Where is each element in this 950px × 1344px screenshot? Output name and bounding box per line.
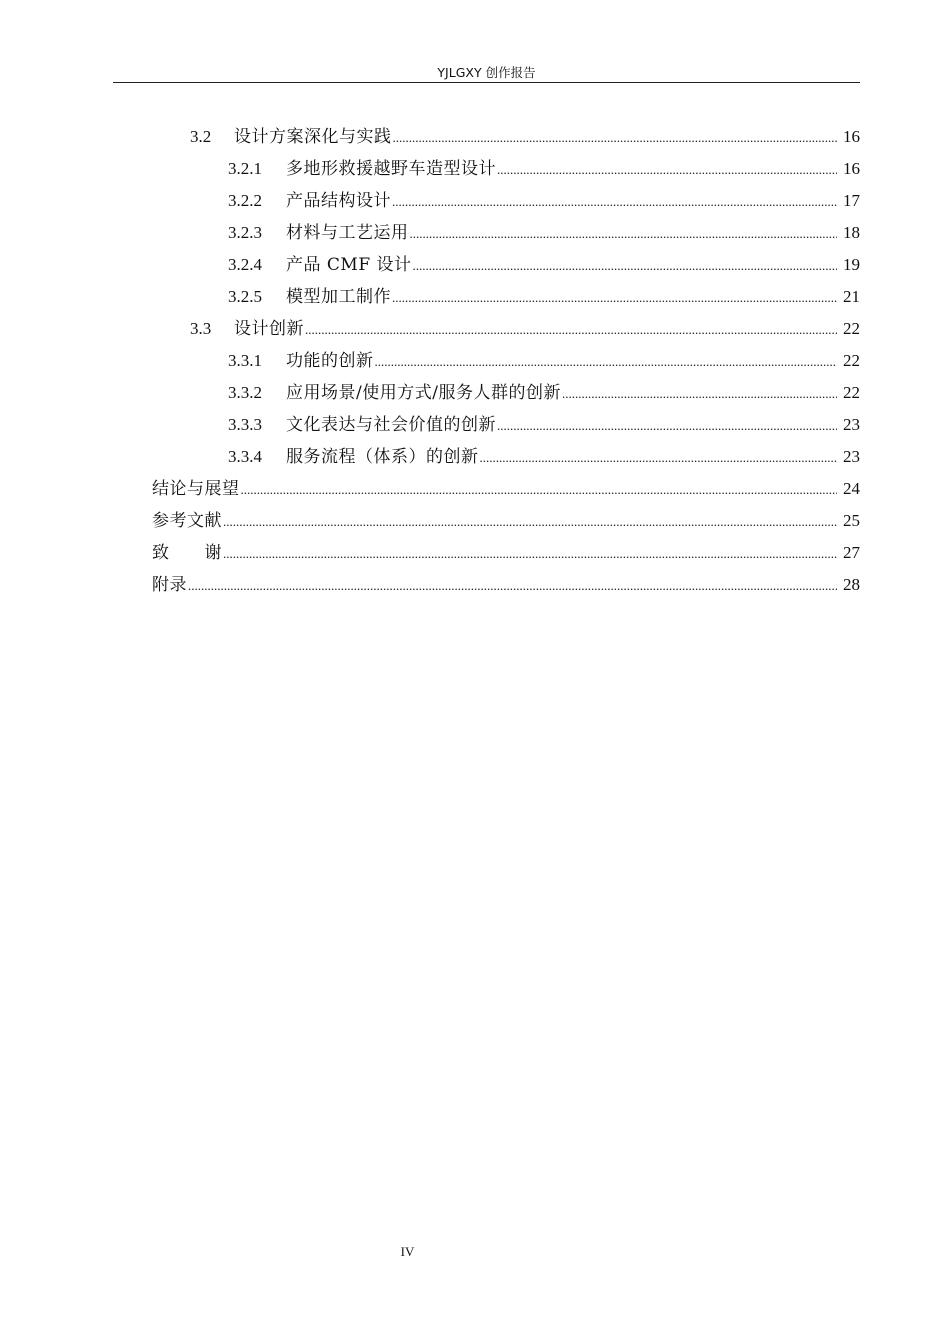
toc-entry[interactable] [228, 436, 860, 468]
toc-entry-number: 3.2.5 [228, 287, 262, 306]
toc-entry-number: 3.3.3 [228, 415, 262, 434]
toc-entry[interactable] [190, 116, 860, 148]
toc-entry-title: 服务流程（体系）的创新 [286, 447, 479, 467]
toc-entry-page: 16 [843, 159, 860, 178]
toc-leader-dots [410, 222, 838, 244]
toc-entry-title: 功能的创新 [286, 351, 374, 371]
toc-entry[interactable] [152, 468, 860, 500]
toc-entry-number: 3.2.3 [228, 223, 262, 242]
toc-entry-title: 产品结构设计 [286, 191, 391, 211]
toc-entry-number: 3.3.4 [228, 447, 262, 466]
toc-entry-number: 3.3.1 [228, 351, 262, 370]
toc-entry-title: 应用场景/使用方式/服务人群的创新 [286, 383, 561, 403]
toc-entry-title: 致 谢 [152, 543, 222, 563]
toc-leader-dots [413, 254, 837, 276]
toc-entry-number: 3.2.2 [228, 191, 262, 210]
toc-entry[interactable] [228, 244, 860, 276]
toc-entry-title: 多地形救援越野车造型设计 [286, 159, 496, 179]
toc-entry-title: 设计创新 [234, 319, 304, 339]
toc-entry-page: 27 [843, 543, 860, 562]
toc-entry-number: 3.2.4 [228, 255, 262, 274]
toc-entry[interactable] [228, 180, 860, 212]
page-number [0, 1244, 815, 1260]
header-title: YJLGXY 创作报告 [437, 65, 536, 80]
toc-leader-dots [497, 414, 837, 436]
toc-leader-dots [562, 382, 837, 404]
toc-entry-number: 3.3.2 [228, 383, 262, 402]
toc-entry-title: 附录 [152, 575, 187, 595]
toc-entry[interactable] [228, 340, 860, 372]
toc-entry-title: 设计方案深化与实践 [234, 127, 392, 147]
toc-entry-title: 参考文献 [152, 511, 222, 531]
toc-leader-dots [393, 126, 838, 148]
toc-entry[interactable] [228, 404, 860, 436]
toc-entry-page: 22 [843, 351, 860, 370]
toc-entry-title: 产品 CMF 设计 [286, 255, 412, 275]
toc-entry-title: 材料与工艺运用 [286, 223, 409, 243]
footer-page-number: IV [400, 1244, 415, 1259]
toc-entry[interactable] [190, 308, 860, 340]
toc-entry-page: 17 [843, 191, 860, 210]
toc-entry[interactable] [228, 148, 860, 180]
toc-entry[interactable] [228, 276, 860, 308]
toc-entry-number: 3.2.1 [228, 159, 262, 178]
toc-entry-page: 19 [843, 255, 860, 274]
toc-leader-dots [305, 318, 837, 340]
page-header [113, 64, 860, 83]
toc-entry-page: 23 [843, 447, 860, 466]
toc-entry-page: 22 [843, 319, 860, 338]
toc-entry-page: 18 [843, 223, 860, 242]
toc-entry[interactable] [152, 564, 860, 596]
toc-leader-dots [223, 542, 837, 564]
toc-entry[interactable] [228, 212, 860, 244]
toc-leader-dots [497, 158, 837, 180]
toc-entry-page: 23 [843, 415, 860, 434]
toc-entry-page: 16 [843, 127, 860, 146]
toc-entry-number: 3.2 [190, 127, 212, 146]
toc-entry-page: 22 [843, 383, 860, 402]
toc-entry-page: 25 [843, 511, 860, 530]
toc-entry[interactable] [152, 532, 860, 564]
toc-entry[interactable] [228, 372, 860, 404]
toc-leader-dots [241, 478, 838, 500]
toc-leader-dots [392, 286, 837, 308]
toc-leader-dots [188, 574, 837, 596]
toc-leader-dots [223, 510, 837, 532]
toc-entry-number: 3.3 [190, 319, 212, 338]
toc-entry-title: 文化表达与社会价值的创新 [286, 415, 496, 435]
toc-entry-title: 结论与展望 [152, 479, 240, 499]
toc-entry-page: 24 [843, 479, 860, 498]
toc-entry-page: 21 [843, 287, 860, 306]
toc-leader-dots [375, 350, 838, 372]
toc-entry-page: 28 [843, 575, 860, 594]
toc-leader-dots [480, 446, 838, 468]
toc-entry[interactable] [152, 500, 860, 532]
toc-leader-dots [392, 190, 837, 212]
toc-entry-title: 模型加工制作 [286, 287, 391, 307]
